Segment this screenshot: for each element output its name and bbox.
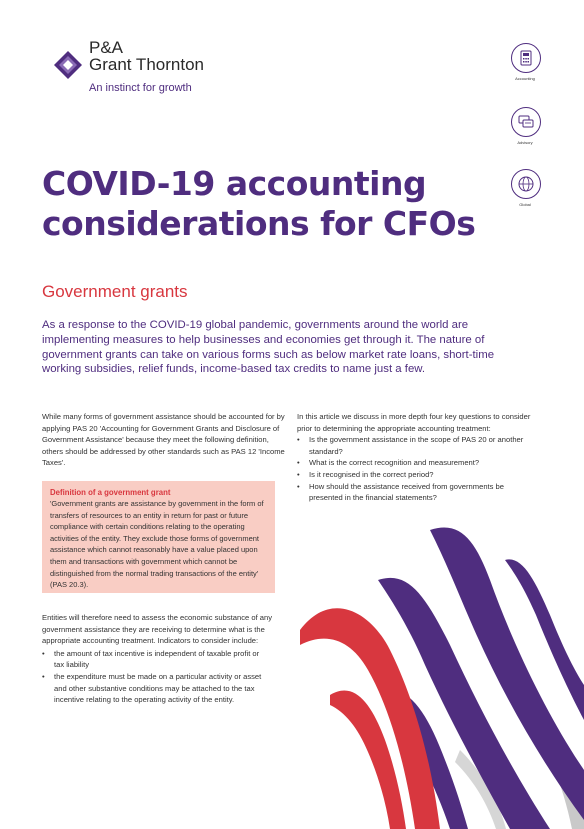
right-bullet: • Is it recognised in the correct period? bbox=[297, 469, 532, 481]
left-column-para2 bbox=[42, 612, 287, 706]
right-bullet: • What is the correct recognition and measurement? bbox=[297, 457, 532, 469]
title-line-2: considerations for CFOs bbox=[42, 204, 476, 243]
left-column-para1 bbox=[42, 411, 287, 469]
brand-line-1: P&A bbox=[89, 38, 124, 57]
page-title bbox=[42, 164, 522, 244]
right-column bbox=[297, 411, 532, 504]
intro-paragraph: As a response to the COVID-19 global pandemic, governments around the world are implementing measures to help businesses and economies get through it. The nature of government grants can take on various forms such as below market rate loans, short-time working subsidies, relief funds, income-based tax credits to name just a few. bbox=[42, 319, 495, 376]
definition-box bbox=[42, 481, 275, 593]
title-line-1: COVID-19 accounting bbox=[42, 164, 427, 203]
definition-body: 'Government grants are assistance by government in the form of transfers of resources to an entity in return for past or future compliance with certain conditions relating to the operating activities of the entity. They exclude those forms of government assistance which cannot reasonably have a value placed upon them and transactions with government which cannot be distinguished from the normal trading transactions of the entity' (PAS 20.3). bbox=[50, 499, 264, 590]
right-bullet: • Is the government assistance in the scope of PAS 20 or another standard? bbox=[297, 434, 532, 457]
side-label-advisory: Advisory bbox=[517, 140, 533, 145]
definition-heading: Definition of a government grant bbox=[50, 488, 171, 497]
left-bullet: • the amount of tax incentive is independent of taxable profit or tax liability bbox=[42, 648, 269, 671]
left-bullet: • the expenditure must be made on a particular activity or asset and other substantive conditions may be attached to the tax incentive relating to the operating activity of the entity. bbox=[42, 671, 269, 706]
side-label-global: Global bbox=[519, 202, 531, 207]
left-paragraph-1: While many forms of government assistance should be accounted for by applying PAS 20 'Accounting for Government Grants and Disclosure of Government Assistance' because they meet the following definition, others should be addressed by other standards such as PAS 12 'Income Taxes'. bbox=[42, 412, 285, 468]
right-bullet: • How should the assistance received from governments be presented in the financial statements? bbox=[297, 481, 532, 504]
right-paragraph-1: In this article we discuss in more depth four key questions to consider prior to determining the appropriate accounting treatment: bbox=[297, 412, 531, 433]
grant-thornton-logo-icon bbox=[53, 50, 83, 80]
left-paragraph-2: Entities will therefore need to assess the economic substance of any government assistance they are receiving to determine what is the appropriate accounting treatment. Indicators to consider include: bbox=[42, 613, 273, 646]
calculator-icon bbox=[511, 43, 541, 73]
section-subtitle: Government grants bbox=[42, 282, 188, 301]
chat-icon bbox=[511, 107, 541, 137]
side-label-accounting: Accounting bbox=[515, 76, 535, 81]
brand-line-2: Grant Thornton bbox=[89, 55, 204, 74]
brand-tagline: An instinct for growth bbox=[89, 82, 192, 94]
decorative-ribbons bbox=[300, 520, 584, 829]
